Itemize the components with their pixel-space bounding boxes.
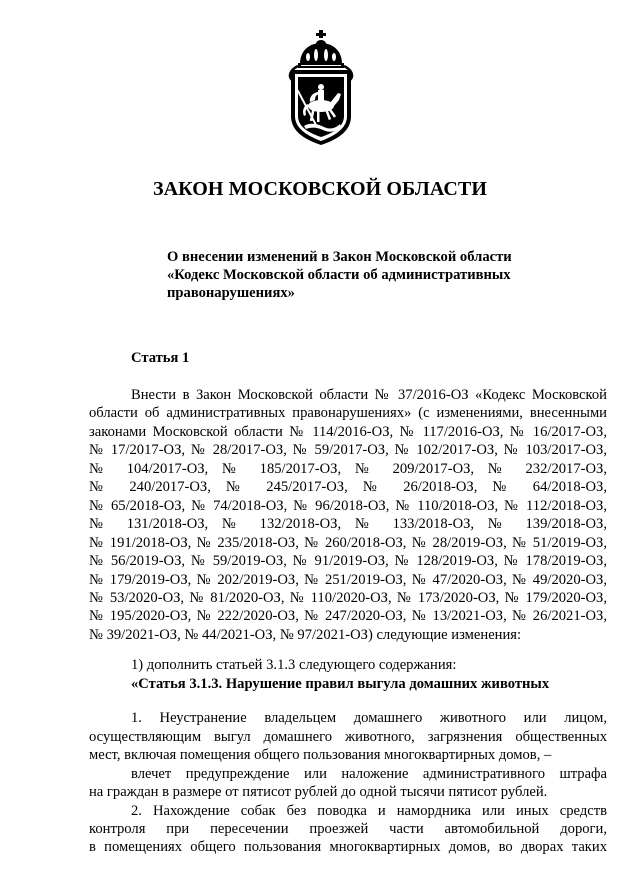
- new-article-heading: «Статья 3.1.3. Нарушение правил выгула домашних животных: [131, 675, 550, 692]
- subject-line: О внесении изменений в Закон Московской области: [167, 249, 512, 265]
- law-title: ЗАКОН МОСКОВСКОЙ ОБЛАСТИ: [152, 178, 488, 200]
- point-1-line: осуществляющим выгул домашнего животного, загрязнения общественных: [89, 728, 607, 745]
- intro-line: Внести в Закон Московской области № 37/2016-ОЗ «Кодекс Московской: [131, 387, 607, 403]
- intro-line: № 53/2020-ОЗ, № 81/2020-ОЗ, № 110/2020-ОЗ, № 173/2020-ОЗ, № 179/2020-ОЗ,: [89, 589, 607, 606]
- intro-line: № 240/2017-ОЗ, № 245/2017-ОЗ, № 26/2018-ОЗ, № 64/2018-ОЗ,: [89, 479, 607, 496]
- coat-of-arms-emblem: [286, 30, 356, 146]
- point-2-line: контроля при пересечении проезжей части автомобильной дороги,: [89, 820, 607, 837]
- article-body: [89, 386, 607, 857]
- point-2-line: 2. Нахождение собак без поводка и намордника или иных средств: [131, 802, 607, 819]
- intro-line: № 179/2019-ОЗ, № 202/2019-ОЗ, № 251/2019-ОЗ, № 47/2020-ОЗ, № 49/2020-ОЗ,: [89, 571, 607, 588]
- intro-line: № 195/2020-ОЗ, № 222/2020-ОЗ, № 247/2020-ОЗ, № 13/2021-ОЗ, № 26/2021-ОЗ,: [89, 608, 607, 625]
- sanction-line: влечет предупреждение или наложение административного штрафа: [131, 765, 607, 782]
- intro-line: № 191/2018-ОЗ, № 235/2018-ОЗ, № 260/2018-ОЗ, № 28/2019-ОЗ, № 51/2019-ОЗ,: [89, 534, 607, 551]
- law-subject: [167, 248, 587, 302]
- point-1-line: 1. Неустранение владельцем домашнего животного или лицом,: [131, 710, 607, 727]
- intro-line: № 17/2017-ОЗ, № 28/2017-ОЗ, № 59/2017-ОЗ, № 102/2017-ОЗ, № 103/2017-ОЗ,: [89, 442, 607, 459]
- sanction-line: на граждан в размере от пятисот рублей до одной тысячи пятисот рублей.: [89, 784, 548, 801]
- article-heading: Статья 1: [131, 350, 190, 366]
- point-2-line: в помещениях общего пользования многоквартирных домов, во дворах таких: [89, 839, 607, 856]
- intro-line: № 104/2017-ОЗ, № 185/2017-ОЗ, № 209/2017-ОЗ, № 232/2017-ОЗ,: [89, 460, 607, 477]
- intro-line: № 39/2021-ОЗ, № 44/2021-ОЗ, № 97/2021-ОЗ) следующие изменения:: [89, 626, 522, 643]
- amendment-item: 1) дополнить статьей 3.1.3 следующего содержания:: [131, 657, 457, 674]
- intro-line: № 56/2019-ОЗ, № 59/2019-ОЗ, № 91/2019-ОЗ, № 128/2019-ОЗ, № 178/2019-ОЗ,: [89, 553, 607, 570]
- point-1-line: мест, включая помещения общего пользования многоквартирных домов, –: [89, 747, 552, 764]
- intro-line: области об административных правонарушениях» (с изменениями, внесенными: [89, 405, 607, 422]
- subject-line: «Кодекс Московской области об административных: [167, 267, 511, 283]
- intro-line: № 65/2018-ОЗ, № 74/2018-ОЗ, № 96/2018-ОЗ, № 110/2018-ОЗ, № 112/2018-ОЗ,: [89, 497, 607, 514]
- intro-line: № 131/2018-ОЗ, № 132/2018-ОЗ, № 133/2018-ОЗ, № 139/2018-ОЗ,: [89, 516, 607, 533]
- subject-line: правонарушениях»: [167, 285, 295, 301]
- intro-line: законами Московской области № 114/2016-ОЗ, № 117/2016-ОЗ, № 16/2017-ОЗ,: [89, 423, 607, 440]
